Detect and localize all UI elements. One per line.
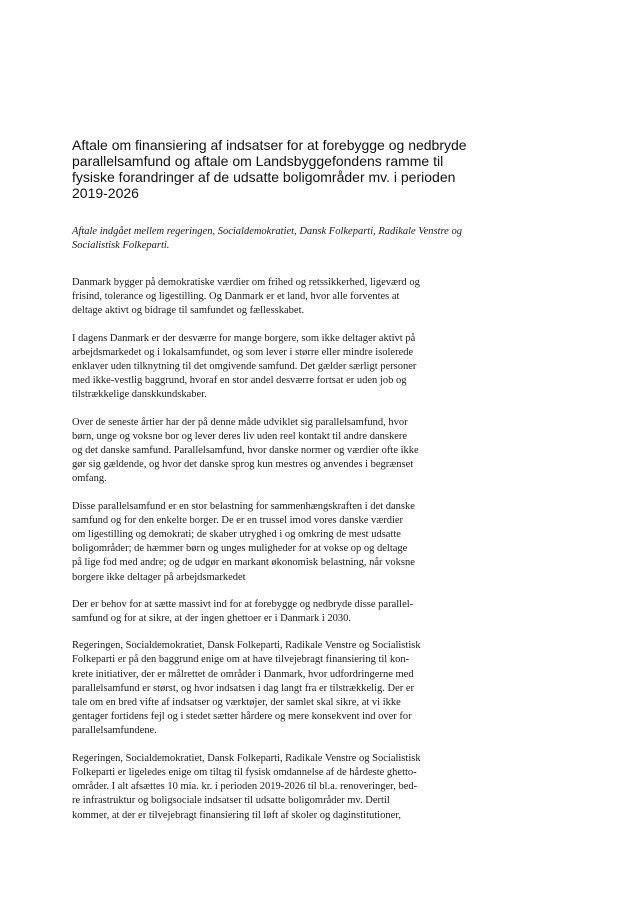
paragraph-line: krete initiativer, der er målrettet de områder i Danmark, hvor udfordringerne med — [72, 668, 414, 680]
title-line: parallelsamfund og aftale om Landsbyggefondens ramme til — [72, 153, 444, 169]
subtitle-line: Aftale indgået mellem regeringen, Socialdemokratiet, Dansk Folkeparti, Radikale Venstre og — [72, 226, 462, 237]
paragraph-1 — [72, 276, 492, 319]
paragraph-6 — [72, 639, 492, 738]
paragraph-line: tilstrækkelige danskkundskaber. — [72, 389, 207, 401]
paragraph-line: frisind, tolerance og ligestilling. Og Danmark er et land, hvor alle forventes at — [72, 291, 400, 303]
paragraph-line: Danmark bygger på demokratiske værdier om frihed og retssikkerhed, ligeværd og — [72, 277, 420, 288]
document-title — [72, 137, 492, 201]
paragraph-line: på lige fod med andre; og de udgør en markant økonomisk belastning, når voksne — [72, 557, 415, 569]
paragraph-line: samfund og for at sikre, at der ingen ghettoer er i Danmark i 2030. — [72, 613, 352, 625]
paragraph-line: Disse parallelsamfund er en stor belastning for sammenhængskraften i det danske — [72, 500, 415, 512]
paragraph-line: boligområder; de hæmmer børn og unges muligheder for at vokse op og deltage — [72, 543, 408, 555]
paragraph-5 — [72, 598, 492, 626]
paragraph-line: arbejdsmarkedet og i lokalsamfundet, og som lever i større eller mindre isolerede — [72, 346, 414, 358]
paragraph-line: Der er behov for at sætte massivt ind for at forebygge og nedbryde disse parallel- — [72, 598, 414, 610]
paragraph-line: børn, unge og voksne bor og lever deres liv uden reel kontakt til andre danskere — [72, 430, 408, 442]
paragraph-line: I dagens Danmark er der desværre for mange borgere, som ikke deltager aktivt på — [72, 332, 416, 344]
paragraph-line: omfang. — [72, 473, 107, 485]
document-content — [72, 137, 492, 836]
paragraph-3 — [72, 416, 492, 487]
paragraph-line: kommer, at der er tilvejebragt finansiering til løft af skoler og daginstitutioner, — [72, 809, 401, 821]
paragraph-line: borgere ikke deltager på arbejdsmarkedet — [72, 571, 246, 583]
paragraph-line: parallelsamfund er størst, og hvor indsatsen i dag langt fra er tilstrækkelig. Der er — [72, 682, 415, 694]
paragraph-7 — [72, 752, 492, 823]
paragraph-4 — [72, 500, 492, 585]
paragraph-line: gør sig gældende, og hvor det danske sprog kun mestres og anvendes i begrænset — [72, 459, 414, 471]
paragraph-line: tale om en bred vifte af indsatser og værktøjer, der samlet skal sikre, at vi ikke — [72, 697, 401, 709]
paragraph-line: Over de seneste årtier har der på denne måde udviklet sig parallelsamfund, hvor — [72, 416, 408, 428]
paragraph-2 — [72, 332, 492, 403]
title-line: fysiske forandringer af de udsatte boligområder mv. i perioden — [72, 169, 456, 185]
paragraph-line: om ligestilling og demokrati; de skaber utryghed i og omkring de mest udsatte — [72, 529, 401, 541]
title-line: Aftale om finansiering af indsatser for at forebygge og nedbryde — [72, 137, 467, 153]
paragraph-line: områder. I alt afsættes 10 mia. kr. i perioden 2019-2026 til bl.a. renoveringer, bed- — [72, 781, 418, 793]
agreement-parties-subtitle — [72, 225, 492, 253]
paragraph-line: deltage aktivt og bidrage til samfundet og fællesskabet. — [72, 305, 305, 317]
paragraph-line: med ikke-vestlig baggrund, hvoraf en stor andel desværre fortsat er uden job og — [72, 375, 407, 387]
title-line: 2019-2026 — [72, 185, 139, 201]
paragraph-line: samfund og for den enkelte borger. De er en trussel imod vores danske værdier — [72, 514, 404, 526]
paragraph-line: gentager fortidens fejl og i stedet sætter hårdere og mere konsekvent ind over for — [72, 711, 412, 723]
paragraph-line: Regeringen, Socialdemokratiet, Dansk Folkeparti, Radikale Venstre og Socialistisk — [72, 752, 421, 764]
paragraph-line: og det danske samfund. Parallelsamfund, hvor danske normer og værdier ofte ikke — [72, 445, 419, 457]
paragraph-line: enklaver uden tilknytning til det omgivende samfund. Det gælder særligt personer — [72, 361, 417, 373]
paragraph-line: parallelsamfundene. — [72, 725, 157, 737]
paragraph-line: Folkeparti er på den baggrund enige om at have tilvejebragt finansiering til kon- — [72, 654, 410, 666]
paragraph-line: re infrastruktur og boligsociale indsatser til udsatte boligområder mv. Dertil — [72, 795, 390, 807]
subtitle-line: Socialistisk Folkeparti. — [72, 240, 170, 251]
paragraph-line: Regeringen, Socialdemokratiet, Dansk Folkeparti, Radikale Venstre og Socialistisk — [72, 640, 421, 652]
paragraph-line: Folkeparti er ligeledes enige om tiltag til fysisk omdannelse af de hårdeste ghetto- — [72, 766, 417, 778]
